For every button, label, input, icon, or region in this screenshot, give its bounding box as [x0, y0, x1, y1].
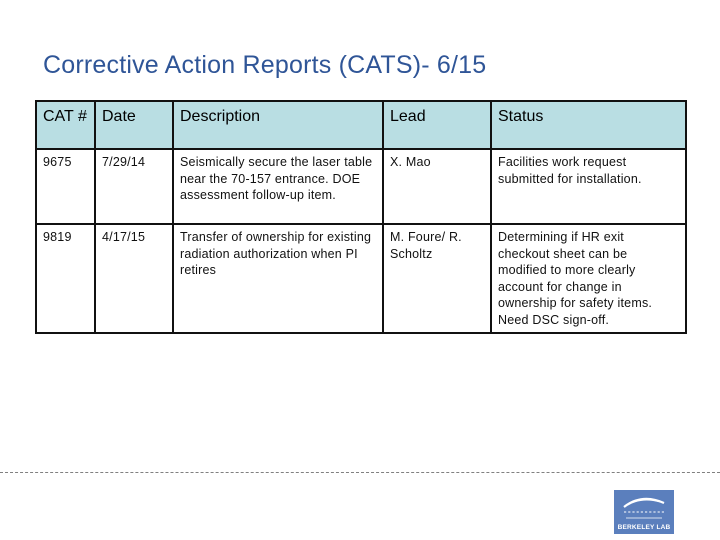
berkeley-lab-logo [614, 490, 674, 534]
header-status: Status [491, 101, 686, 149]
cell-cat-number: 9819 [36, 224, 95, 333]
table-header-row [36, 101, 686, 149]
cell-date: 7/29/14 [95, 149, 173, 224]
header-description: Description [173, 101, 383, 149]
footer-divider [0, 472, 720, 473]
cell-description: Transfer of ownership for existing radiation authorization when PI retires [173, 224, 383, 333]
cats-table [35, 100, 687, 334]
cell-date: 4/17/15 [95, 224, 173, 333]
cell-status: Facilities work request submitted for installation. [491, 149, 686, 224]
header-cat-number: CAT # [36, 101, 95, 149]
logo-text: BERKELEY LAB [617, 524, 671, 531]
cell-lead: X. Mao [383, 149, 491, 224]
cell-lead: M. Foure/ R. Scholtz [383, 224, 491, 333]
page-title: Corrective Action Reports (CATS)- 6/15 [43, 51, 487, 79]
table-row [36, 149, 686, 224]
header-date: Date [95, 101, 173, 149]
header-lead: Lead [383, 101, 491, 149]
cell-status: Determining if HR exit checkout sheet can be modified to more clearly account for change in ownership for safety items. Need DSC sign-off. [491, 224, 686, 333]
table-row [36, 224, 686, 333]
cell-cat-number: 9675 [36, 149, 95, 224]
cell-description: Seismically secure the laser table near the 70-157 entrance. DOE assessment follow-up item. [173, 149, 383, 224]
